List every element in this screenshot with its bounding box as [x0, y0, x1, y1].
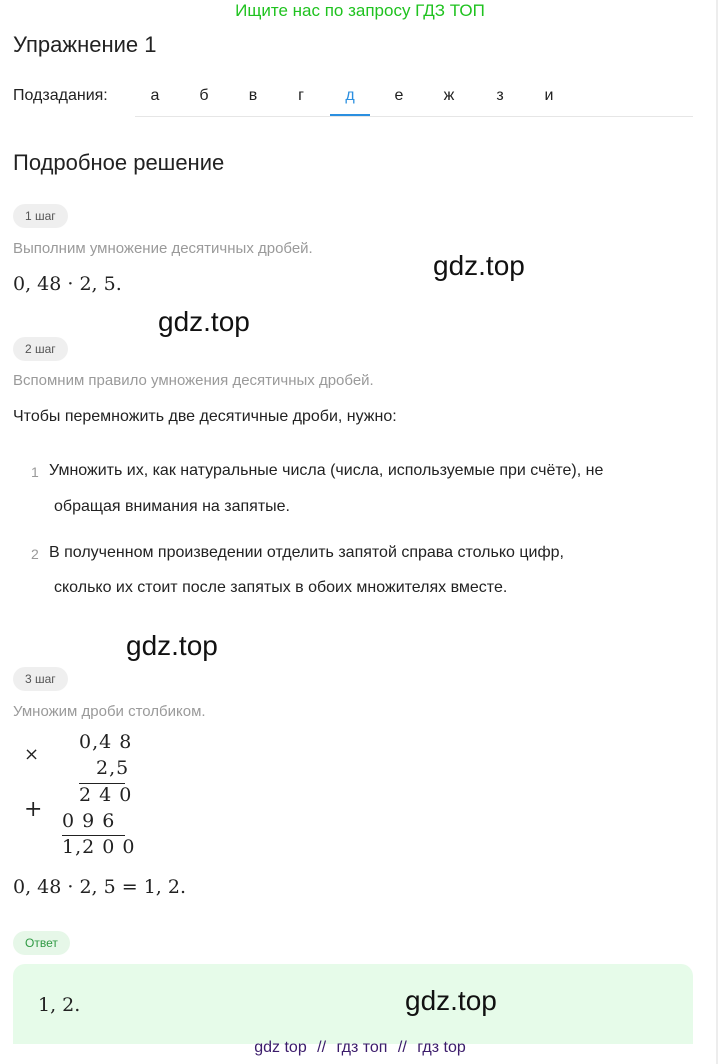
- footer-separator: //: [317, 1039, 327, 1056]
- step-2-description: Вспомним правило умножения десятичных дробей.: [13, 372, 374, 389]
- plus-sign: +: [24, 797, 44, 822]
- answer-badge: Ответ: [13, 931, 70, 955]
- subtask-tab-b[interactable]: б: [199, 87, 209, 104]
- subtask-tab-i[interactable]: и: [544, 87, 554, 104]
- times-sign: ×: [24, 744, 41, 765]
- subtasks-tabs: [135, 80, 693, 117]
- answer-box: [13, 964, 693, 1044]
- watermark: gdz.top: [433, 250, 525, 281]
- subtask-tab-a[interactable]: а: [150, 87, 160, 104]
- step-1-expression: 0, 48 · 2, 5.: [13, 273, 122, 295]
- search-banner: Ищите нас по запросу ГДЗ ТОП: [235, 1, 485, 20]
- footer-link-gdz-top[interactable]: gdz top: [254, 1039, 307, 1056]
- footer-links: [0, 1039, 720, 1057]
- page-title: Упражнение 1: [13, 32, 157, 57]
- solution-title: Подробное решение: [13, 150, 225, 175]
- step-1-description: Выполним умножение десятичных дробей.: [13, 240, 313, 257]
- partial-product-2: 0 9 6: [62, 810, 116, 832]
- subtasks-label: Подзадания:: [13, 87, 108, 104]
- list-item-line: обращая внимания на запятые.: [54, 498, 290, 515]
- answer-value: 1, 2.: [38, 994, 81, 1016]
- list-item-line: сколько их стоит после запятых в обоих множителях вместе.: [54, 579, 508, 596]
- step-3-result: 0, 48 · 2, 5 = 1, 2.: [13, 876, 187, 898]
- step-2-badge: 2 шаг: [13, 337, 68, 361]
- multiplier: 2,5: [96, 757, 130, 779]
- subtask-tab-d[interactable]: д: [330, 80, 370, 116]
- watermark: gdz.top: [158, 306, 250, 337]
- watermark: gdz.top: [405, 985, 497, 1016]
- multiplicand: 0,4 8: [79, 731, 133, 753]
- footer-link-gdz-top-mixed[interactable]: гдз top: [417, 1039, 466, 1056]
- step-3-description: Умножим дроби столбиком.: [13, 703, 206, 720]
- step-1-badge: 1 шаг: [13, 204, 68, 228]
- subtask-tab-v[interactable]: в: [248, 87, 258, 104]
- step-3-badge: 3 шаг: [13, 667, 68, 691]
- subtask-tab-z[interactable]: з: [496, 87, 504, 104]
- watermark: gdz.top: [126, 630, 218, 661]
- subtask-tab-e[interactable]: е: [394, 87, 404, 104]
- list-number: 2: [31, 546, 39, 562]
- column-result: 1,2 0 0: [62, 836, 136, 858]
- footer-link-gdz-top-ru[interactable]: гдз топ: [336, 1039, 388, 1056]
- rule-intro: Чтобы перемножить две десятичные дроби, нужно:: [13, 408, 397, 425]
- page-edge: [716, 0, 718, 1064]
- list-number: 1: [31, 464, 39, 480]
- subtask-tab-zh[interactable]: ж: [443, 87, 455, 104]
- partial-product-1: 2 4 0: [79, 784, 133, 806]
- list-item-line: Умножить их, как натуральные числа (числа, используемые при счёте), не: [49, 462, 604, 479]
- footer-separator: //: [397, 1039, 407, 1056]
- list-item-line: В полученном произведении отделить запятой справа столько цифр,: [49, 544, 564, 561]
- subtask-tab-g[interactable]: г: [298, 87, 304, 104]
